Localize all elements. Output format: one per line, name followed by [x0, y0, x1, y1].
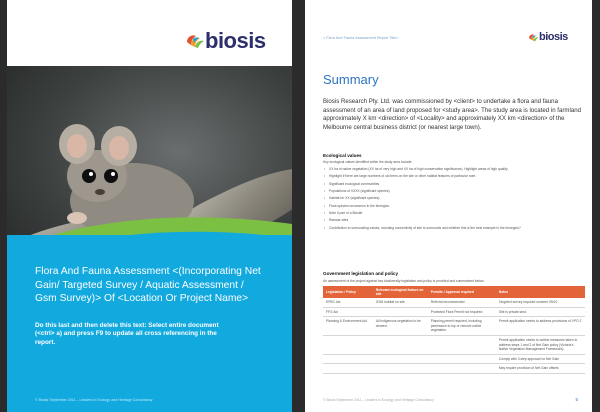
- table-header-cell: Relevant ecological feature on site: [373, 286, 428, 298]
- list-item: • Flora species uncommon in the bioregion: [323, 203, 585, 210]
- table-cell: Comply with 3 step approach to Net Gain: [496, 354, 585, 364]
- list-item: • Habitat for XX (significant species).: [323, 195, 585, 202]
- table-cell: Planning permit required, including permission to lop or remove native vegetation.: [428, 317, 496, 336]
- table-cell: GSM habitat on site: [373, 298, 428, 307]
- table-row: [323, 354, 585, 364]
- table-cell: Referral recommended: [428, 298, 496, 307]
- table-row: [323, 298, 585, 307]
- table-cell: Protected Flora Permit not required: [428, 307, 496, 317]
- list-item: • Note if part of a Biosite: [323, 210, 585, 217]
- ecological-values-list: [323, 166, 585, 232]
- cover-page: [7, 0, 292, 412]
- table-cell: [323, 335, 373, 354]
- table-cell: Planning & Environment Act: [323, 317, 373, 336]
- biosis-wordmark: biosis: [539, 31, 568, 43]
- list-item: • Populations of XXXX (significant species).: [323, 188, 585, 195]
- biosis-wordmark: biosis: [205, 28, 266, 53]
- summary-heading: Summary: [323, 72, 379, 87]
- ecological-values-lead: Key ecological values identified within the study area include:: [323, 160, 413, 164]
- list-item: • Ramsar sites: [323, 217, 585, 224]
- table-row: [323, 364, 585, 374]
- list-item: • Contribution to surrounding values, including connectivity of site to surrounds and whether this is the best example in the bioregion?: [323, 225, 585, 232]
- list-item: • Highlight if there are large numbers of old trees on the site or other habitat features of particular note.: [323, 173, 585, 180]
- biosis-logo-icon: [185, 33, 205, 49]
- table-cell: Permit application needs to outline measures taken to address steps 1 and 2 of Net Gain policy (Victoria's Native Vegetation Management Framework).: [496, 335, 585, 354]
- legislation-lead: An assessment of the project against key biodiversity legislation and policy is provided and summarised below.: [323, 279, 485, 283]
- cross-reference-note: Do this last and then delete this text: Select entire document (<ctrl> a) and press F9 to update all cross referencing in the report.: [35, 321, 219, 346]
- table-cell: [428, 335, 496, 354]
- page-number: 5: [575, 397, 578, 402]
- table-header-cell: Notes: [496, 286, 585, 298]
- table-cell: [373, 354, 428, 364]
- summary-footer: © Biosis September 2011 – Leaders in Ecology and Heritage Consultancy: [323, 398, 434, 402]
- table-row: [323, 307, 585, 317]
- table-cell: [428, 354, 496, 364]
- biosis-logo: [185, 28, 266, 54]
- report-title: Flora And Fauna Assessment <(Incorporating Net Gain/ Targeted Survey / Aquatic Assessment / Gsm Survey)> Of <Location Or Project Name>: [35, 266, 261, 304]
- biosis-logo-small: [528, 31, 568, 43]
- table-header-row: [323, 286, 585, 298]
- table-cell: [428, 364, 496, 374]
- table-cell: [373, 364, 428, 374]
- table-cell: [373, 307, 428, 317]
- list-item: • XX ha of native vegetation (XX ha of very high and XX ha of high conservation significance). Highlight areas of high quality.: [323, 166, 585, 173]
- summary-intro: Biosis Research Pty. Ltd. was commissioned by <client> to undertake a flora and fauna assessment of an area of land proposed for <study area>. The study area is located in farmland approximately X km <direction> of <Locality> and approximately XX km <direction> of the Melbourne central business district (or nearest large town).: [323, 98, 582, 131]
- legislation-table: [323, 286, 585, 374]
- legislation-heading: Government legislation and policy: [323, 271, 399, 276]
- table-header-cell: Permits / Approval required: [428, 286, 496, 298]
- table-cell: All Indigenous vegetation to be cleared.: [373, 317, 428, 336]
- summary-page: [305, 0, 592, 412]
- table-cell: Targeted survey required summer 09/10: [496, 298, 585, 307]
- running-title: < Flora And Fauna Assessment Report Title>: [323, 36, 399, 40]
- table-cell: EPBC Act: [323, 298, 373, 307]
- table-cell: Site is private land.: [496, 307, 585, 317]
- table-cell: [323, 354, 373, 364]
- table-header-cell: Legislation / Policy: [323, 286, 373, 298]
- ecological-values-heading: Ecological values: [323, 153, 362, 158]
- table-cell: May require provision of Net Gain offsets: [496, 364, 585, 374]
- table-cell: [373, 335, 428, 354]
- cover-footer: © Biosis September 2011 – Leaders in Ecology and Heritage Consultancy: [35, 398, 153, 402]
- table-cell: Permit application needs to address provisions of VPO 2: [496, 317, 585, 336]
- table-row: [323, 317, 585, 336]
- table-cell: [323, 364, 373, 374]
- table-cell: FFG Act: [323, 307, 373, 317]
- table-row: [323, 335, 585, 354]
- biosis-logo-icon: [528, 33, 539, 42]
- list-item: • Significant ecological communities: [323, 181, 585, 188]
